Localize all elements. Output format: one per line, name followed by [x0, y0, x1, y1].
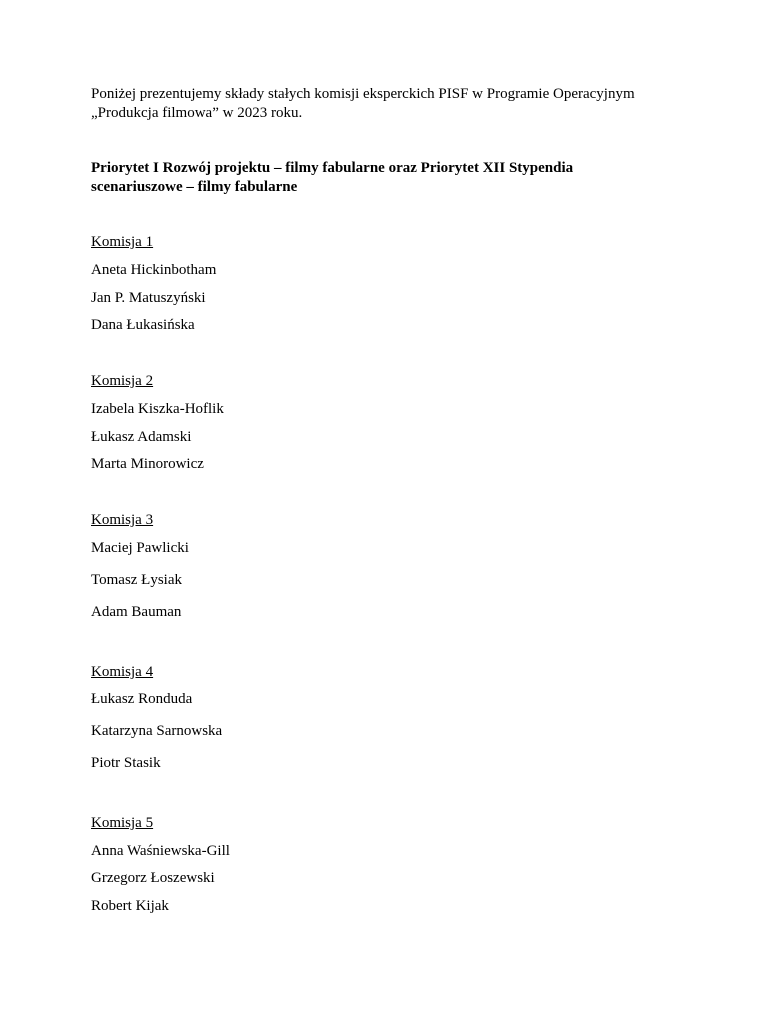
commission-1-title: Komisja 1 [91, 234, 154, 250]
commission-1-member-2: Jan P. Matuszyński [91, 290, 206, 306]
commission-2-member-2: Łukasz Adamski [91, 429, 192, 445]
commission-5-member-2: Grzegorz Łoszewski [91, 870, 215, 886]
commission-3-member-1: Maciej Pawlicki [91, 540, 189, 556]
commission-3-member-2: Tomasz Łysiak [91, 572, 183, 588]
commission-4-member-1: Łukasz Ronduda [91, 691, 193, 707]
commission-2-title: Komisja 2 [91, 373, 154, 389]
intro-line-1: Poniżej prezentujemy składy stałych komisji eksperckich PISF w Programie Operacyjnym [91, 86, 635, 102]
commission-2-member-1: Izabela Kiszka-Hoflik [91, 401, 224, 417]
commission-4-title: Komisja 4 [91, 664, 154, 680]
commission-1-member-3: Dana Łukasińska [91, 317, 195, 333]
priority-heading-line-2: scenariuszowe – filmy fabularne [91, 179, 298, 195]
commission-5-title: Komisja 5 [91, 815, 154, 831]
commission-5-member-1: Anna Waśniewska-Gill [91, 843, 230, 859]
priority-heading-line-1: Priorytet I Rozwój projektu – filmy fabularne oraz Priorytet XII Stypendia [91, 160, 574, 176]
commission-3-title: Komisja 3 [91, 512, 154, 528]
commission-4-member-2: Katarzyna Sarnowska [91, 723, 223, 739]
intro-line-2: „Produkcja filmowa” w 2023 roku. [91, 105, 303, 121]
commission-3-member-3: Adam Bauman [91, 604, 182, 620]
commission-4-member-3: Piotr Stasik [91, 755, 161, 771]
commission-2-member-3: Marta Minorowicz [91, 456, 204, 472]
commission-5-member-3: Robert Kijak [91, 898, 169, 914]
commission-1-member-1: Aneta Hickinbotham [91, 262, 217, 278]
